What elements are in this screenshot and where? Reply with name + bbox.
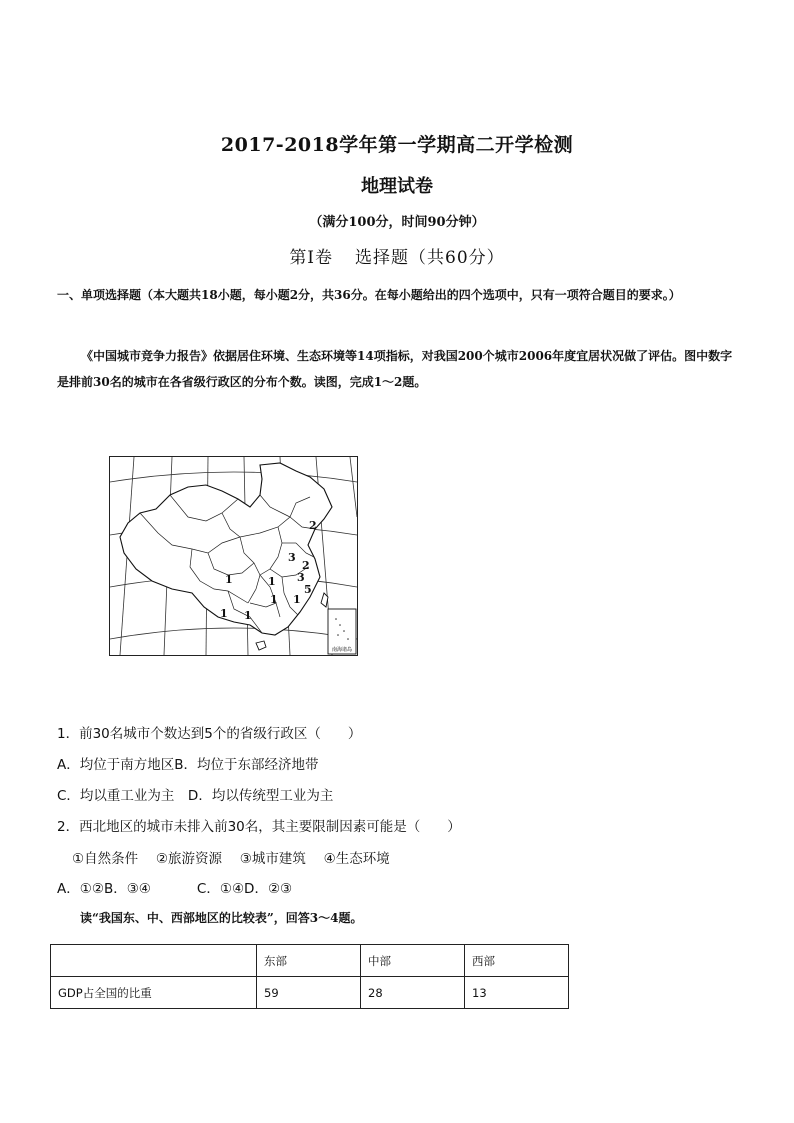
table-cell: 28	[361, 977, 465, 1009]
section-intro: 《中国城市竞争力报告》依据居住环境、生态环境等14项指标，对我国200个城市2006年度宜居状况做了评估。图中数字是排前30名的城市在各省级行政区的分布个数。读图，完成1～2题。	[57, 349, 733, 389]
map-number: 1	[293, 593, 301, 606]
exam-title: 2017-2018学年第一学期高二开学检测	[220, 134, 574, 156]
question-2-options-cd: C．①④D．②③	[196, 881, 293, 897]
china-map-svg	[110, 457, 357, 655]
table-cell: 东部	[257, 945, 361, 977]
table-row	[51, 977, 569, 1009]
section-heading: 一、单项选择题（本大题共18小题，每小题2分，共36分。在每小题给出的四个选项中，只有一项符合题目的要求。）	[57, 288, 681, 302]
china-map-figure	[109, 456, 358, 656]
table-cell: GDP占全国的比重	[51, 977, 257, 1009]
question-2-items: ①自然条件 ②旅游资源 ③城市建筑 ④生态环境	[72, 851, 390, 867]
part-name: 选择题（共60分）	[355, 248, 505, 268]
map-number: 2	[302, 559, 310, 572]
map-number: 3	[297, 571, 305, 584]
question-1-options-ab: A．均位于南方地区B．均位于东部经济地带	[57, 757, 319, 773]
table-header-row	[51, 945, 569, 977]
inset-label: 南海诸岛	[331, 647, 353, 653]
question-1-options-cd: C．均以重工业为主 D．均以传统型工业为主	[57, 788, 334, 804]
exam-subject: 地理试卷	[361, 176, 433, 197]
map-number: 1	[244, 609, 252, 622]
table-cell: 中部	[361, 945, 465, 977]
table-cell: 59	[257, 977, 361, 1009]
map-number: 1	[225, 573, 233, 586]
comparison-table	[50, 944, 569, 1009]
read-prompt: 读“我国东、中、西部地区的比较表”，回答3～4题。	[80, 911, 363, 925]
question-2-options	[57, 877, 292, 897]
question-2-options-ab: A．①②B．③④	[57, 881, 151, 897]
map-number: 3	[288, 551, 296, 564]
part-title	[0, 243, 794, 268]
question-1-stem: 1．前30名城市个数达到5个的省级行政区（ ）	[57, 726, 362, 742]
map-number: 2	[309, 519, 317, 532]
table-cell: 西部	[465, 945, 569, 977]
part-label: 第Ⅰ卷	[289, 248, 334, 268]
map-number: 1	[268, 575, 276, 588]
map-number: 5	[304, 583, 312, 596]
map-number: 1	[220, 607, 228, 620]
map-number: 1	[270, 593, 278, 606]
question-2-stem: 2．西北地区的城市未排入前30名，其主要限制因素可能是（ ）	[57, 819, 461, 835]
table-cell: 13	[465, 977, 569, 1009]
table-cell	[51, 945, 257, 977]
exam-info: （满分100分，时间90分钟）	[309, 215, 485, 230]
